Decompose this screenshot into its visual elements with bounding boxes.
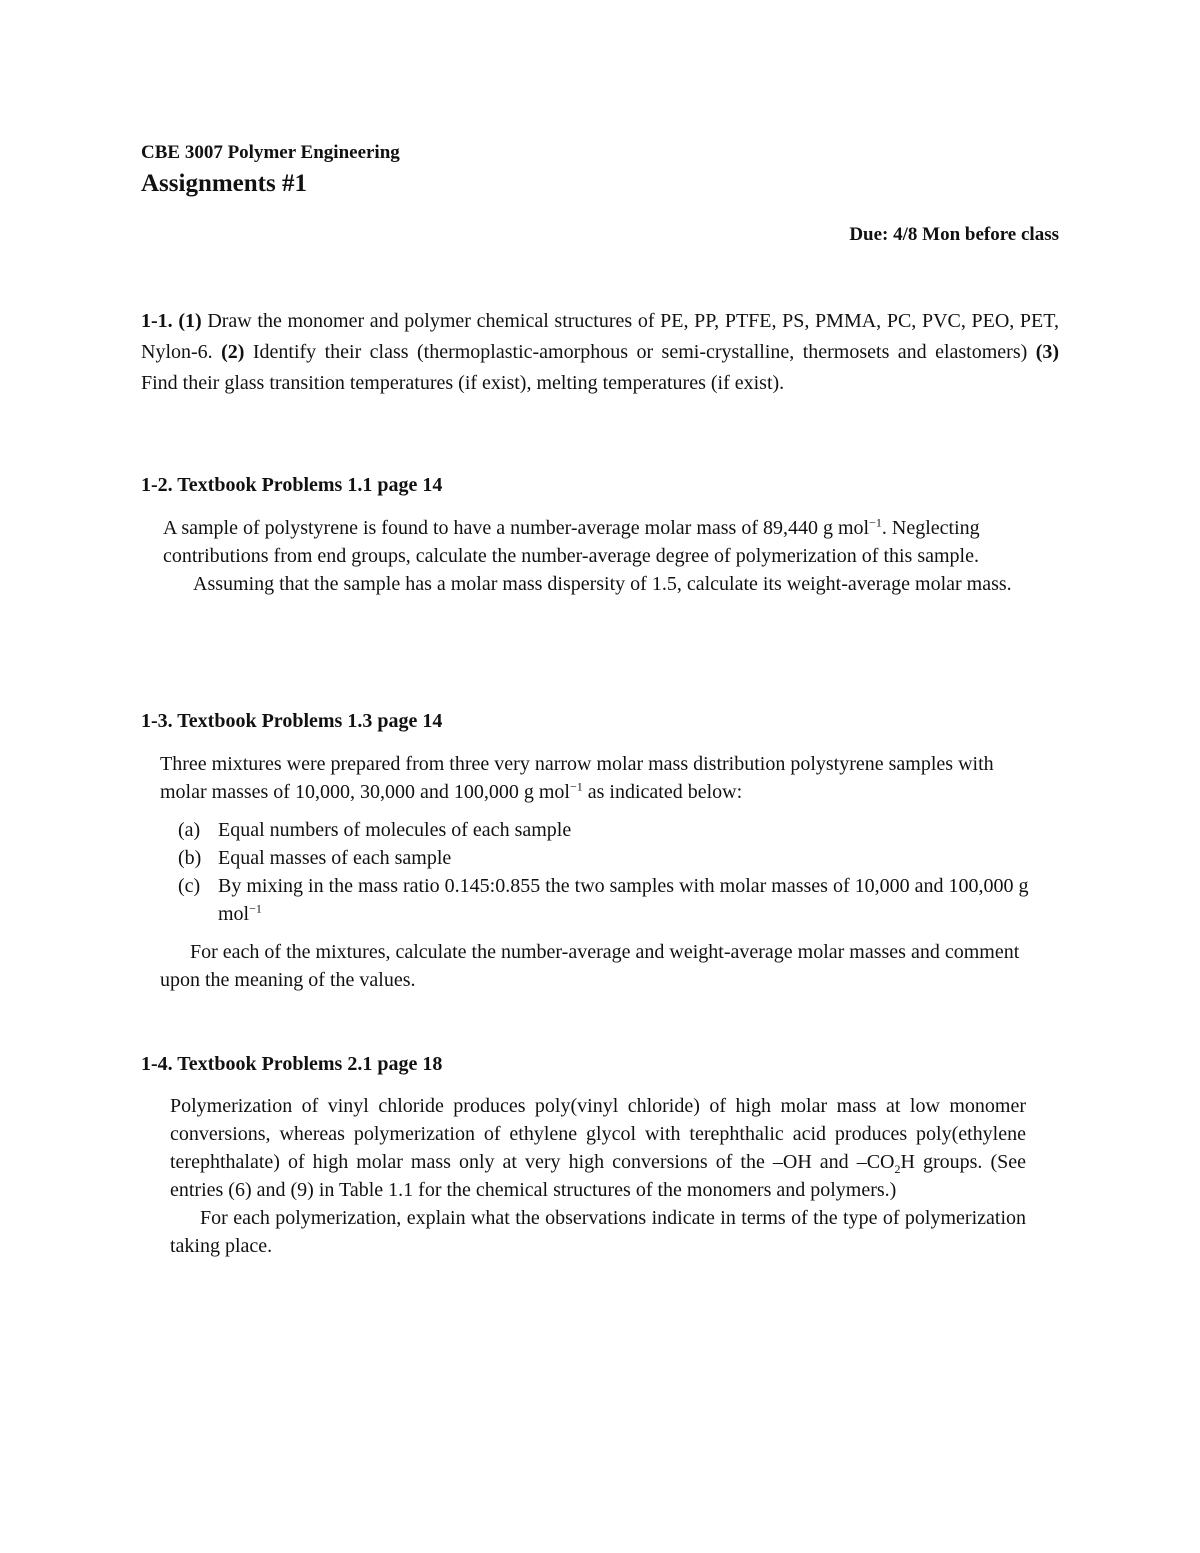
course-title: CBE 3007 Polymer Engineering	[141, 142, 400, 163]
problem-1-4-text-a: Polymerization of vinyl chloride produces poly(vinyl chloride) of high molar mass at low monomer conversions, whereas polymerization of ethylene glycol with terephthalic acid produces poly(ethylene terephthalate) of high molar mass only at very high conversions of the –OH and –CO	[170, 1095, 1026, 1173]
list-item-label: (a)	[178, 819, 201, 841]
list-item-text: Equal numbers of molecules of each sample	[218, 819, 572, 841]
problem-1-1-part3-label: (3)	[1035, 341, 1060, 363]
superscript: −1	[249, 901, 262, 916]
list-item-label: (b)	[178, 847, 202, 869]
problem-1-4-excerpt	[170, 1092, 1026, 1260]
problem-1-2-heading: 1-2. Textbook Problems 1.1 page 14	[141, 474, 443, 496]
problem-1-2-paragraph-1	[163, 514, 1031, 570]
problem-1-4-paragraph-1	[170, 1092, 1026, 1204]
superscript: −1	[569, 779, 583, 794]
problem-1-3-heading: 1-3. Textbook Problems 1.3 page 14	[141, 710, 443, 732]
list-item-text: Equal masses of each sample	[218, 847, 452, 869]
problem-1-2-text-b: . Neglecting contributions from end groups, calculate the number-average degree of polymerization of this sample.	[163, 517, 980, 567]
list-item	[160, 844, 1030, 872]
problem-1-4-text-b: H groups. (See entries (6) and (9) in Table 1.1 for the chemical structures of the monomers and polymers.)	[170, 1151, 1026, 1201]
problem-1-1-part2-text: Identify their class (thermoplastic-amorphous or semi-crystalline, thermosets and elastomers)	[252, 341, 1028, 363]
problem-1-3-excerpt	[160, 750, 1030, 994]
subscript: 2	[894, 1162, 901, 1176]
problem-1-2-excerpt	[163, 514, 1031, 598]
problem-1-3-intro-b: as indicated below:	[582, 781, 743, 803]
assignment-title: Assignments #1	[141, 170, 307, 197]
problem-1-3-closing: For each of the mixtures, calculate the number-average and weight-average molar masses and comment upon the meaning of the values.	[160, 941, 1020, 991]
problem-1-1-number: 1-1.	[141, 310, 173, 332]
list-item-label: (c)	[178, 875, 201, 897]
problem-1-1-part1-text: Draw the monomer and polymer chemical structures of PE, PP, PTFE, PS, PMMA, PC, PVC, PEO, PET, Nylon-6.	[141, 310, 1060, 363]
problem-1-4-paragraph-2: For each polymerization, explain what the observations indicate in terms of the type of polymerization taking place.	[170, 1207, 1026, 1257]
problem-1-2-paragraph-2: Assuming that the sample has a molar mass dispersity of 1.5, calculate its weight-average molar mass.	[193, 573, 1012, 595]
problem-1-1-part3-text: Find their glass transition temperatures (if exist), melting temperatures (if exist).	[141, 372, 785, 394]
problem-1-3-list	[160, 816, 1030, 928]
problem-1-1	[141, 306, 1059, 399]
problem-1-1-part1-label: (1)	[178, 310, 202, 332]
list-item	[160, 816, 1030, 844]
list-item	[160, 872, 1030, 928]
superscript: −1	[869, 515, 882, 530]
problem-1-1-part2-label: (2)	[221, 341, 245, 363]
due-date: Due: 4/8 Mon before class	[849, 224, 1059, 245]
problem-1-3-intro	[160, 750, 1030, 806]
problem-1-4-heading: 1-4. Textbook Problems 2.1 page 18	[141, 1053, 443, 1075]
problem-1-3-intro-a: Three mixtures were prepared from three very narrow molar mass distribution polystyrene samples with molar masses of 10,000, 30,000 and 100,000 g mol	[160, 753, 994, 803]
problem-1-2-text-a: A sample of polystyrene is found to have a number-average molar mass of 89,440 g mol	[163, 517, 870, 539]
list-item-text: By mixing in the mass ratio 0.145:0.855 the two samples with molar masses of 10,000 and 100,000 g mol	[218, 875, 1029, 925]
